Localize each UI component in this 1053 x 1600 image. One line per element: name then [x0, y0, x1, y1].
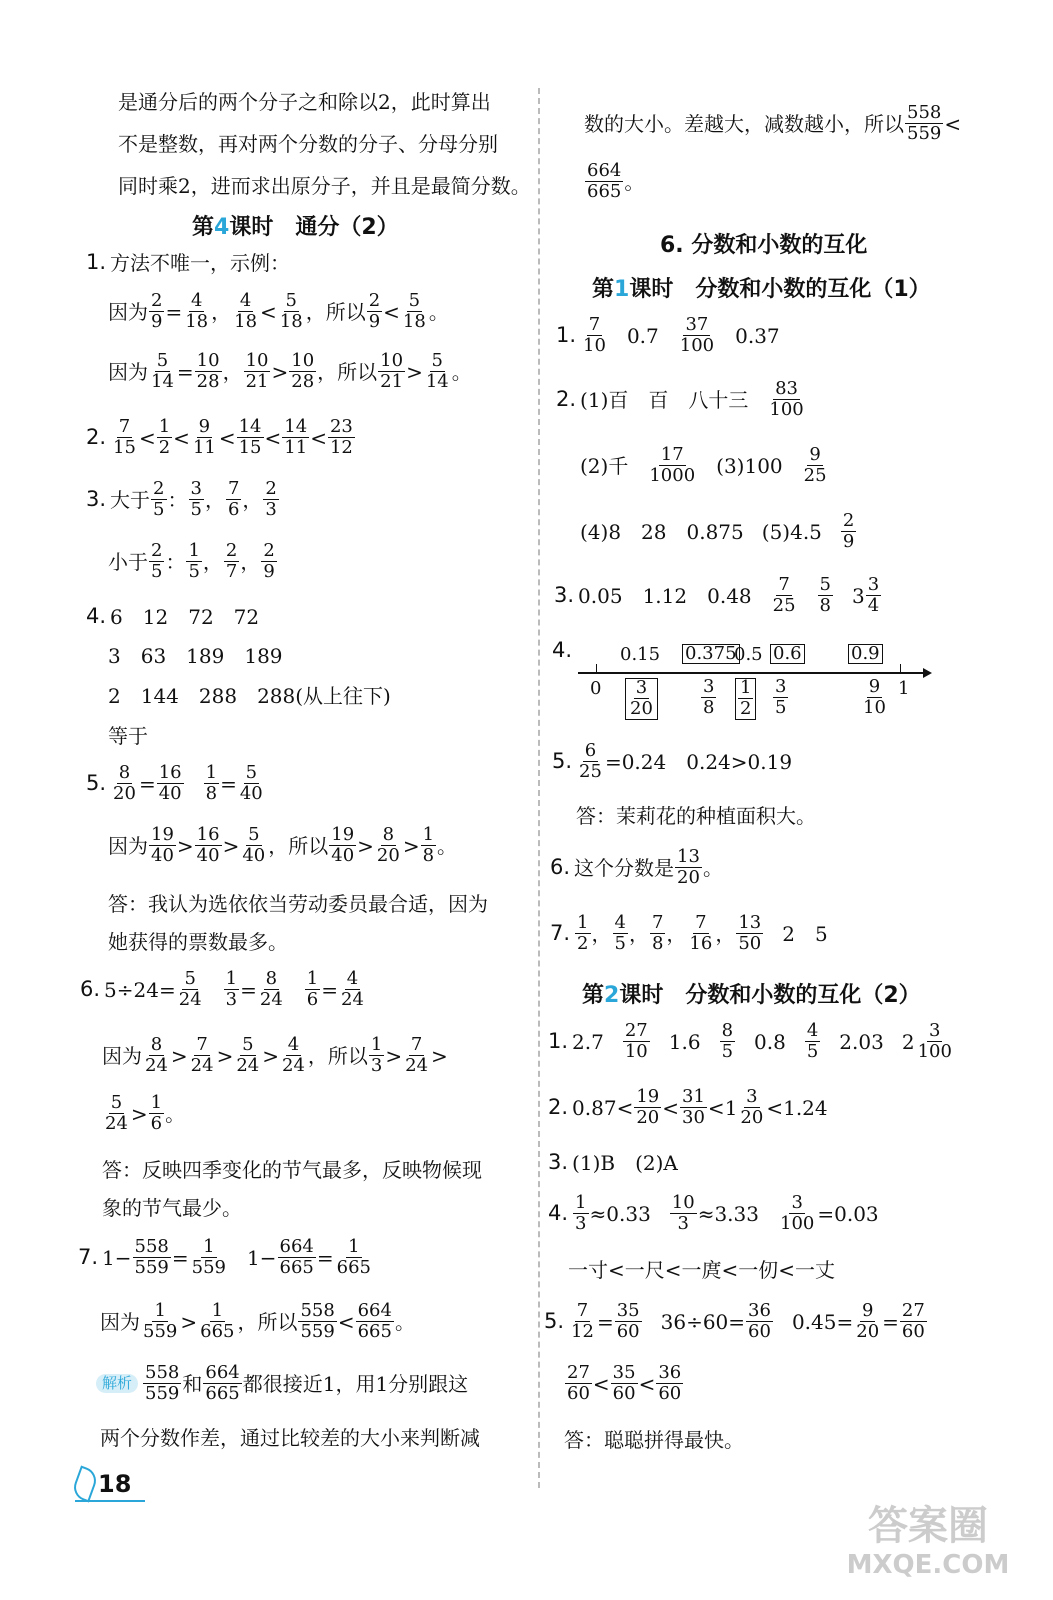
analysis-tag: 解析 [96, 1374, 138, 1393]
q3-less: 小于 2 5 ： 1 5 ， 2 7 ， 2 9 [108, 540, 275, 582]
q5-answer-2: 她获得的票数最多。 [108, 930, 288, 954]
nl-bot-0: 0 [590, 678, 602, 699]
nl-bot-1: 1 [898, 678, 910, 699]
q4-equal: 等于 [108, 724, 148, 748]
s4-units: 一寸<一尺<一庹<一仞<一丈 [568, 1258, 836, 1282]
q6-eq1: 6. 5÷24= $\frac{5}{24}$ 1 3 = 8 24 1 6 = 4 24 [80, 968, 364, 1010]
s4-line: 4. $\frac{1}{3}$ ≈0.33 $\frac{10}{3}$ ≈3.33 $\frac{3}{100}$ =0.03 [548, 1192, 879, 1234]
lesson2-heading: 第2课时 分数和小数的互化（2） [582, 983, 921, 1008]
nl-top-0375: 0.375 [682, 644, 740, 664]
q6-eq2: 因为 8 24 > 7 24 > 5 24 > 4 24 ，所以 1 3 > 7 24 > [102, 1034, 448, 1076]
analysis-note: 解析 558 559 和 664 665 都很接近1，用1分别跟这 [96, 1364, 468, 1404]
q7-eq1: 7. 1− $\frac{558}{559}$ = 1 559 1− $\frac{664}{665}$ = 1 665 [78, 1236, 371, 1278]
watermark: 答案圈 MXQE.COM [846, 1503, 1010, 1580]
q1-eq2: 因为 5 14 = 10 28 ， 10 21 > 10 28 ，所以 10 21 > 5 14 。 [108, 350, 472, 392]
section6-heading: 6. 分数和小数的互化 [660, 233, 868, 258]
s5-eq1: 5. 7 12 = 35 60 36÷60= $\frac{36}{60}$ 0.45= $\frac{9}{20}$ = 27 60 [544, 1300, 925, 1342]
intro-line-3: 同时乘2，进而求出原分子，并且是最简分数。 [118, 174, 531, 198]
nl-bot-3-20: 3 20 [624, 678, 659, 720]
nl-bot-9-10: 9 10 [863, 676, 886, 718]
r6-line: 6. 这个分数是 13 20 。 [550, 846, 723, 888]
nl-bot-1-2: 1 2 [734, 678, 757, 720]
q4-row3: 2 144 288 288(从上往下) [108, 684, 391, 708]
q2-line: 2. 7 15 < 1 2 < 9 11 < 14 15 < 14 11 < 23 12 [86, 416, 353, 458]
r-cont-line2: 664 665 。 [587, 160, 645, 202]
nl-top-015: 0.15 [620, 644, 661, 665]
q3-greater: 3. 大于 2 5 ： 3 5 ， 7 6 ， 2 3 [86, 478, 277, 520]
q6-eq3: 5 24 > 1 6 。 [105, 1092, 186, 1134]
r1-line: 1. 7 10 0.7 37 100 0.37 [556, 314, 780, 356]
tick [596, 664, 597, 672]
q5-eq2: 因为 19 40 > 16 40 > 5 40 ，所以 19 40 > 8 20 > 1 8 。 [108, 824, 458, 866]
r2-line3: (4)8 28 0.875 (5)4.5 2 9 [580, 510, 855, 552]
column-divider [538, 88, 540, 1488]
lesson4-heading: 第4课时 通分（2） [192, 215, 399, 240]
r-cont-line1: 数的大小。差越大，减数越小，所以 558 559 < [584, 102, 962, 144]
number-line [578, 672, 928, 674]
nl-bot-3-5: 3 5 [775, 676, 787, 718]
tick [900, 664, 901, 672]
intro-line-1: 是通分后的两个分子之和除以2，此时算出 [118, 90, 491, 114]
q6-answer-1: 答：反映四季变化的节气最多，反映物候现 [102, 1158, 482, 1182]
r7-line: 7. 1 2 ， 4 5 ， 7 8 ， 7 16 ， 13 50 2 5 [550, 912, 828, 954]
q4-row2: 3 63 189 189 [108, 644, 283, 668]
q1-line: 1. 方法不唯一，示例： [86, 250, 291, 275]
q5-answer-1: 答：我认为选依依当劳动委员最合适，因为 [108, 892, 488, 916]
q1-eq1: 因为 2 9 = 4 18 ， 4 18 < 5 18 ，所以 2 9 < 5 18 。 [108, 290, 449, 332]
q5-eq1: 5. 8 20 = 16 40 1 8 = 5 40 [86, 762, 263, 804]
leaf-icon [70, 1466, 100, 1503]
nl-bot-3-8: 3 8 [703, 676, 715, 718]
lesson1-heading: 第1课时 分数和小数的互化（1） [592, 277, 931, 302]
q7-eq2: 因为 1 559 > 1 665 ，所以 558 559 < 664 665 。 [100, 1300, 415, 1342]
intro-line-2: 不是整数，再对两个分数的分子、分母分别 [118, 132, 498, 156]
s5-eq2: 27 60 < 35 60 < 36 60 [567, 1362, 682, 1404]
q4-row1: 4. 6 12 72 72 [86, 604, 260, 629]
nl-top-09: 0.9 [848, 644, 883, 664]
q6-answer-2: 象的节气最少。 [102, 1196, 242, 1220]
r2-line1: 2. (1)百 百 八十三 83 100 [556, 378, 804, 420]
s3-line: 3. (1)B (2)A [548, 1150, 678, 1175]
page-number-underline [75, 1500, 145, 1502]
r5-answer: 答：茉莉花的种植面积大。 [576, 804, 816, 828]
analysis-note-2: 两个分数作差，通过比较差的大小来判断减 [100, 1426, 480, 1450]
s2-line: 2. 0.87 < 19 20 < 31 30 < 1 3 20 < 1.24 [548, 1086, 828, 1128]
page-number: 18 [98, 1470, 132, 1498]
r3-line: 3. 0.05 1.12 0.48 7 25 5 8 3 3 4 [554, 574, 880, 616]
r4-label: 4. [552, 638, 573, 662]
s5-answer: 答：聪聪拼得最快。 [564, 1428, 744, 1452]
r5-eq: 5. $\frac{6}{25}$ =0.24 0.24>0.19 [552, 740, 793, 782]
nl-top-05: 0.5 [734, 644, 763, 665]
r2-line2: (2)千 17 1000 (3)100 9 25 [580, 444, 827, 486]
s1-line: 1. 2.7 27 10 1.6 8 5 0.8 4 5 2.03 2 3 100 [548, 1020, 952, 1062]
nl-top-06: 0.6 [770, 644, 805, 664]
